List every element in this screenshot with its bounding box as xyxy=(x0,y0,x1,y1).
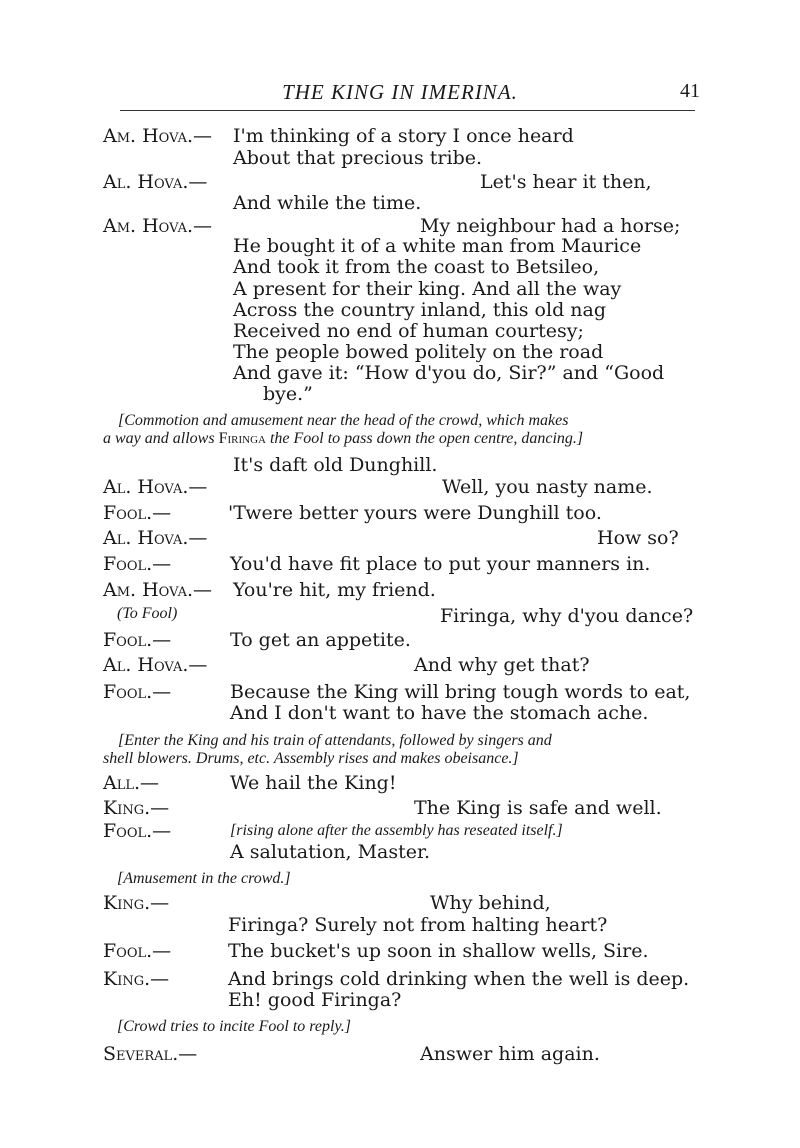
speaker-king: King.— xyxy=(103,797,170,819)
dialogue-line: Eh! good Firinga? xyxy=(228,989,402,1011)
dialogue-line: I'm thinking of a story I once heard xyxy=(233,125,574,147)
speaker-fool: Fool.— xyxy=(103,820,172,842)
dialogue-line: A present for their king. And all the way xyxy=(233,278,622,300)
running-header: THE KING IN IMERINA. xyxy=(282,80,518,104)
speaker-fool: Fool.— xyxy=(103,629,172,651)
dialogue-line: The people bowed politely on the road xyxy=(233,341,604,363)
stage-direction: [Crowd tries to incite Fool to reply.] xyxy=(117,1018,351,1035)
speaker-fool: Fool.— xyxy=(103,553,172,575)
dialogue-line: The King is safe and well. xyxy=(414,797,662,819)
speaker-fool: Fool.— xyxy=(103,502,172,524)
dialogue-line: You'd have fit place to put your manners in. xyxy=(230,553,651,575)
speaker-al-hova: Al. Hova.— xyxy=(103,476,208,498)
dialogue-line: And brings cold drinking when the well is deep. xyxy=(228,968,690,990)
stage-direction: [Amusement in the crowd.] xyxy=(117,870,291,887)
speaker-al-hova: Al. Hova.— xyxy=(103,171,208,193)
speaker-fool: Fool.— xyxy=(103,681,172,703)
page-number: 41 xyxy=(680,80,700,102)
dialogue-line: Across the country inland, this old nag xyxy=(233,299,607,321)
dialogue-line: My neighbour had a horse; xyxy=(420,215,681,237)
stage-direction: [Commotion and amusement near the head of the crowd, which makes xyxy=(118,412,569,429)
dialogue-line: Firinga, why d'you dance? xyxy=(440,605,694,627)
stage-direction: a way and allows Firinga the Fool to pass down the open centre, dancing.] xyxy=(103,430,584,447)
dialogue-line: And gave it: “How d'you do, Sir?” and “Good xyxy=(233,362,665,384)
stage-direction: [rising alone after the assembly has reseated itself.] xyxy=(230,822,563,839)
stage-direction: shell blowers. Drums, etc. Assembly rises and makes obeisance.] xyxy=(103,750,519,767)
dialogue-line: And why get that? xyxy=(414,654,590,676)
speaker-all: All.— xyxy=(103,772,160,794)
dialogue-line: It's daft old Dunghill. xyxy=(233,454,438,476)
speaker-several: Several.— xyxy=(103,1043,198,1065)
speaker-fool: Fool.— xyxy=(103,940,172,962)
dialogue-line: A salutation, Master. xyxy=(230,841,431,863)
dialogue-line: Let's hear it then, xyxy=(480,171,652,193)
speaker-king: King.— xyxy=(103,968,170,990)
dialogue-line: And I don't want to have the stomach ache. xyxy=(230,702,649,724)
dialogue-line: Well, you nasty name. xyxy=(442,476,653,498)
dialogue-line: He bought it of a white man from Maurice xyxy=(233,235,642,257)
dialogue-line: Firinga? Surely not from halting heart? xyxy=(228,914,608,936)
stage-direction-to-fool: (To Fool) xyxy=(117,605,178,622)
dialogue-line: You're hit, my friend. xyxy=(233,579,436,601)
dialogue-line: We hail the King! xyxy=(230,772,397,794)
speaker-am-hova: Am. Hova.— xyxy=(103,215,213,237)
dialogue-line: Why behind, xyxy=(430,892,551,914)
dialogue-line: Because the King will bring tough words to eat, xyxy=(230,681,691,703)
dialogue-line: Answer him again. xyxy=(420,1043,600,1065)
dialogue-line: bye.” xyxy=(263,383,313,405)
stage-direction: [Enter the King and his train of attendants, followed by singers and xyxy=(118,732,552,749)
dialogue-line: How so? xyxy=(597,527,679,549)
dialogue-line: To get an appetite. xyxy=(230,629,411,651)
speaker-al-hova: Al. Hova.— xyxy=(103,527,208,549)
dialogue-line: And while the time. xyxy=(233,192,422,214)
header-rule xyxy=(120,110,695,111)
speaker-al-hova: Al. Hova.— xyxy=(103,654,208,676)
dialogue-line: The bucket's up soon in shallow wells, Sire. xyxy=(228,940,649,962)
dialogue-line: And took it from the coast to Betsileo, xyxy=(233,256,600,278)
speaker-king: King.— xyxy=(103,892,170,914)
dialogue-line: About that precious tribe. xyxy=(233,147,483,169)
dialogue-line: Received no end of human courtesy; xyxy=(233,320,584,342)
speaker-am-hova: Am. Hova.— xyxy=(103,579,213,601)
speaker-am-hova: Am. Hova.— xyxy=(103,125,213,147)
dialogue-line: 'Twere better yours were Dunghill too. xyxy=(228,502,602,524)
